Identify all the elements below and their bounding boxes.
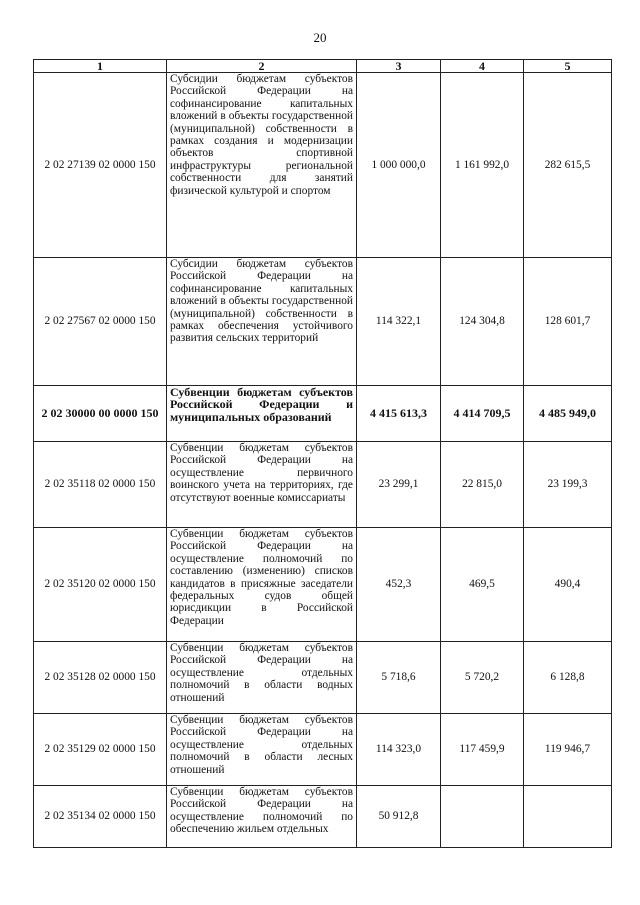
row-value-col5: 128 601,7 (524, 258, 612, 386)
table-row (34, 528, 612, 642)
row-value-col4: 469,5 (441, 528, 524, 642)
table-row-section-total (34, 386, 612, 442)
row-code: 2 02 35134 02 0000 150 (34, 786, 167, 848)
table-row (34, 73, 612, 258)
row-value-col3: 114 322,1 (357, 258, 441, 386)
header-col-5: 5 (524, 60, 612, 73)
row-value-col5: 23 199,3 (524, 442, 612, 528)
row-value-col5: 6 128,8 (524, 642, 612, 714)
row-code: 2 02 35129 02 0000 150 (34, 714, 167, 786)
row-code: 2 02 27139 02 0000 150 (34, 73, 167, 258)
row-value-col5: 490,4 (524, 528, 612, 642)
row-code: 2 02 27567 02 0000 150 (34, 258, 167, 386)
row-value-col3: 452,3 (357, 528, 441, 642)
row-code: 2 02 30000 00 0000 150 (34, 386, 167, 442)
row-value-col4: 117 459,9 (441, 714, 524, 786)
row-value-col5: 282 615,5 (524, 73, 612, 258)
table-row (34, 258, 612, 386)
page-number: 20 (313, 30, 327, 45)
row-value-col5: 4 485 949,0 (524, 386, 612, 442)
row-value-col4: 124 304,8 (441, 258, 524, 386)
row-description: Субвенции бюджетам субъектов Российской Федерации и муниципальных образований (167, 386, 357, 442)
row-value-col3: 5 718,6 (357, 642, 441, 714)
row-value-col3: 4 415 613,3 (357, 386, 441, 442)
table-row (34, 786, 612, 848)
row-description: Субвенции бюджетам субъектов Российской Федерации на осуществление отдельных полномочий в области водных отношений (167, 642, 357, 714)
header-col-2: 2 (167, 60, 357, 73)
row-value-col4: 1 161 992,0 (441, 73, 524, 258)
row-description: Субвенции бюджетам субъектов Российской Федерации на осуществление отдельных полномочий в области лесных отношений (167, 714, 357, 786)
row-value-col4: 4 414 709,5 (441, 386, 524, 442)
row-value-col3: 50 912,8 (357, 786, 441, 848)
table-row (34, 714, 612, 786)
table-row (34, 642, 612, 714)
row-value-col3: 23 299,1 (357, 442, 441, 528)
row-value-col5: 119 946,7 (524, 714, 612, 786)
row-value-col3: 114 323,0 (357, 714, 441, 786)
row-code: 2 02 35118 02 0000 150 (34, 442, 167, 528)
row-value-col4: 22 815,0 (441, 442, 524, 528)
row-value-col5 (524, 786, 612, 848)
header-col-4: 4 (441, 60, 524, 73)
row-value-col3: 1 000 000,0 (357, 73, 441, 258)
row-code: 2 02 35128 02 0000 150 (34, 642, 167, 714)
row-description: Субвенции бюджетам субъектов Российской Федерации на осуществление первичного воинского учета на территориях, где отсутствуют военные комиссариаты (167, 442, 357, 528)
header-col-1: 1 (34, 60, 167, 73)
row-code: 2 02 35120 02 0000 150 (34, 528, 167, 642)
row-description: Субвенции бюджетам субъектов Российской Федерации на осуществление полномочий по составлению (изменению) списков кандидатов в присяжные заседатели федеральных судов общей юрисдикции в Российской Федерации (167, 528, 357, 642)
row-description: Субсидии бюджетам субъектов Российской Федерации на софинансирование капитальных вложений в объекты государственной (муниципальной) собственности в рамках создания и модернизации объектов спортивной инфраструктуры региональной собственности для занятий физической культурой и спортом (167, 73, 357, 258)
header-col-3: 3 (357, 60, 441, 73)
table-header-row (34, 60, 612, 73)
row-description: Субсидии бюджетам субъектов Российской Федерации на софинансирование капитальных вложений в объекты государственной (муниципальной) собственности в рамках обеспечения устойчивого развития сельских территорий (167, 258, 357, 386)
row-value-col4 (441, 786, 524, 848)
budget-table (33, 59, 612, 848)
row-value-col4: 5 720,2 (441, 642, 524, 714)
table-row (34, 442, 612, 528)
row-description: Субвенции бюджетам субъектов Российской Федерации на осуществление полномочий по обеспечению жильем отдельных (167, 786, 357, 848)
